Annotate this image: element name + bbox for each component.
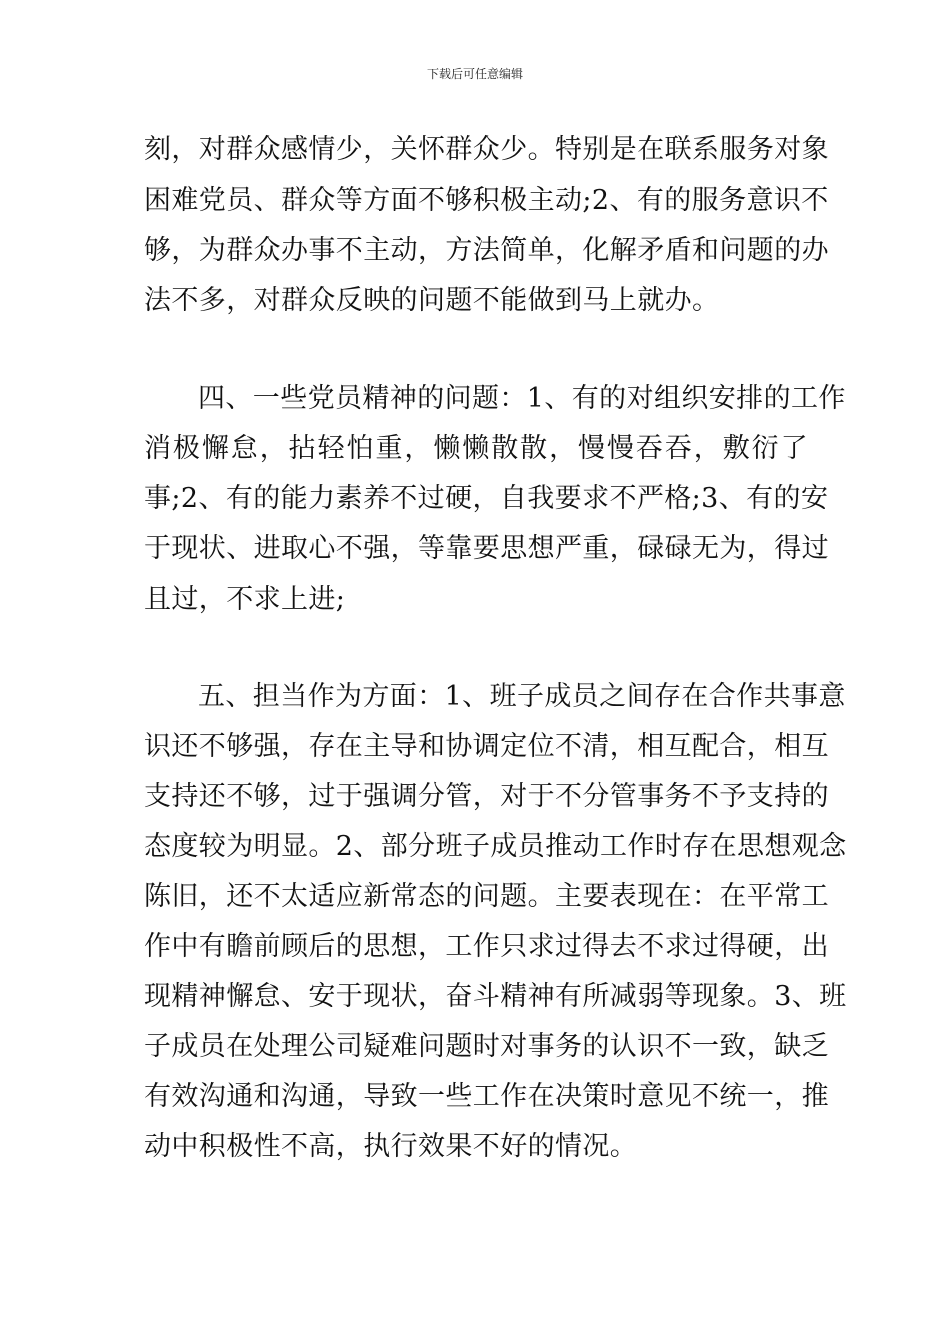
paragraph-line: 事;2、有的能力素养不过硬，自我要求不严格;3、有的安 (144, 483, 829, 514)
paragraph-line: 法不多，对群众反映的问题不能做到马上就办。 (144, 285, 720, 316)
paragraph-line: 够，为群众办事不主动，方法简单，化解矛盾和问题的办 (144, 235, 829, 266)
paragraph-line: 支持还不够，过于强调分管，对于不分管事务不予支持的 (144, 781, 829, 812)
paragraph-line: 现精神懈怠、安于现状，奋斗精神有所减弱等现象。3、班 (144, 981, 847, 1012)
paragraph-line: 刻，对群众感情少，关怀群众少。特别是在联系服务对象 (144, 134, 829, 165)
paragraph-line: 陈旧，还不太适应新常态的问题。主要表现在：在平常工 (144, 881, 829, 912)
paragraph-line: 消极懈怠，拈轻怕重，懒懒散散，慢慢吞吞，敷衍了 (144, 433, 808, 464)
paragraph-line: 于现状、进取心不强，等靠要思想严重，碌碌无为，得过 (144, 533, 829, 564)
paragraph-line: 动中积极性不高，执行效果不好的情况。 (144, 1131, 638, 1162)
paragraph-line: 五、担当作为方面：1、班子成员之间存在合作共事意 (198, 681, 846, 712)
page-header-note: 下载后可任意编辑 (426, 67, 523, 81)
paragraph-line: 困难党员、群众等方面不够积极主动;2、有的服务意识不 (144, 185, 829, 216)
paragraph-line: 作中有瞻前顾后的思想，工作只求过得去不求过得硬，出 (144, 931, 829, 962)
paragraph-line: 四、一些党员精神的问题：1、有的对组织安排的工作 (198, 383, 846, 414)
paragraph-line: 子成员在处理公司疑难问题时对事务的认识不一致，缺乏 (144, 1031, 829, 1062)
paragraph-line: 且过，不求上进; (144, 584, 346, 615)
paragraph-line: 有效沟通和沟通，导致一些工作在决策时意见不统一，推 (144, 1081, 829, 1112)
paragraph-line: 识还不够强，存在主导和协调定位不清，相互配合，相互 (144, 731, 829, 762)
paragraph-line: 态度较为明显。2、部分班子成员推动工作时存在思想观念 (144, 831, 847, 862)
